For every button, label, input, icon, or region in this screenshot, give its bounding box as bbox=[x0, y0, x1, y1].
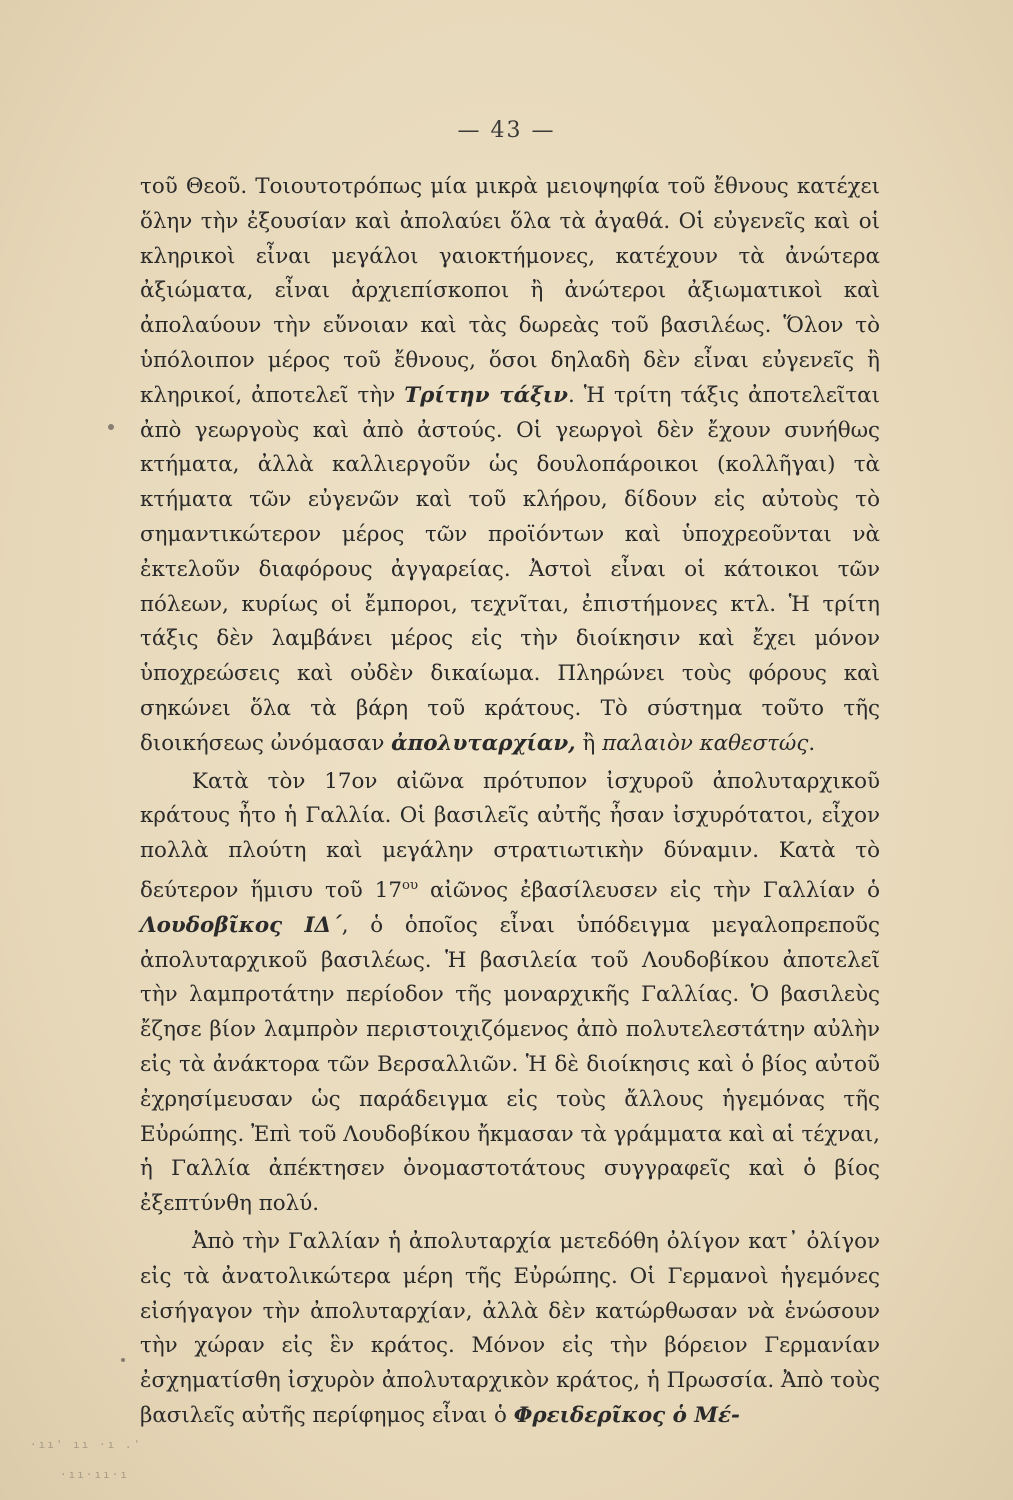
text-run: ἀπολυταρχίαν, bbox=[391, 730, 576, 756]
text-run: Λουδοβῖκος ΙΔ΄ bbox=[140, 912, 342, 938]
text-run: Κατὰ τὸν 17ον αἰῶνα πρότυπον ἰσχυροῦ ἀπολυταρχικοῦ κράτους ἦτο ἡ Γαλλία. Οἱ βασιλεῖς αὐτῆς ἦσαν ἰσχυρότατοι, εἶχον πολλὰ πλούτη καὶ μεγάλην στρατιωτικὴν δύναμιν. Κατὰ τὸ δεύτερον ἥμισυ τοῦ 17 bbox=[140, 768, 880, 904]
text-run: Ἀπὸ τὴν Γαλλίαν ἡ ἀπολυταρχία μετεδόθη ὀλίγον κατ᾿ ὀλίγον εἰς τὰ ἀνατολικώτερα μέρη τῆς Εὐρώπης. Οἱ Γερμανοὶ ἡγεμόνες εἰσήγαγον τὴν ἀπολυταρχίαν, ἀλλὰ δὲν κατώρθωσαν νὰ ἑνώσουν τὴν χώραν εἰς ἓν κράτος. Μόνον εἰς τὴν βόρειον Γερμανίαν ἐσχηματίσθη ἰσχυρὸν ἀπολυταρχικὸν κράτος, ἡ Πρωσσία. Ἀπὸ τοὺς βασιλεῖς αὐτῆς περίφημος εἶναι ὁ bbox=[140, 1229, 880, 1429]
ink-speck bbox=[108, 424, 114, 430]
text-run: . bbox=[808, 730, 816, 756]
edge-mark-1: ·ıı' ıı ·ı .' bbox=[30, 1438, 143, 1451]
body-text bbox=[140, 170, 880, 1434]
paragraph-2 bbox=[140, 765, 880, 1222]
text-run: Φρειδερῖκος ὁ Μέ- bbox=[513, 1403, 740, 1429]
paragraph-1 bbox=[140, 170, 880, 762]
text-run: αἰῶνος ἐβασίλευσεν εἰς τὴν Γαλλίαν ὁ bbox=[418, 878, 880, 904]
text-run: ου bbox=[401, 877, 419, 893]
text-run: , ὁ ὁποῖος εἶναι ὑπόδειγμα μεγαλοπρεποῦς ἀπολυταρχικοῦ βασιλέως. Ἡ βασιλεία τοῦ Λουδοβίκου ἀποτελεῖ τὴν λαμπροτάτην περίοδον τῆς μοναρχικῆς Γαλλίας. Ὁ βασιλεὺς ἔζησε βίον λαμπρὸν περιστοιχιζόμενος ἀπὸ πολυτελεστάτην αὐλὴν εἰς τὰ ἀνάκτορα τῶν Βερσαλλιῶν. Ἡ δὲ διοίκησις καὶ ὁ βίος αὐτοῦ ἐχρησίμευσαν ὡς παράδειγμα εἰς τοὺς ἄλλους ἡγεμόνας τῆς Εὐρώπης. Ἐπὶ τοῦ Λουδοβίκου ἤκμασαν τὰ γράμματα καὶ αἱ τέχναι, ἡ Γαλλία ἀπέκτησεν ὀνομαστοτάτους συγγραφεῖς καὶ ὁ βίος ἐξεπτύνθη πολύ. bbox=[140, 912, 880, 1217]
text-run: παλαιὸν καθεστώς bbox=[602, 730, 809, 756]
text-run: Τρίτην τάξιν bbox=[404, 382, 568, 408]
paragraph-3 bbox=[140, 1225, 880, 1434]
edge-mark-2: ·ıı·ıı·ı bbox=[60, 1468, 129, 1481]
page-number: — 43 — bbox=[457, 118, 556, 143]
text-run: ἢ bbox=[575, 730, 603, 756]
text-run: . Ἡ τρίτη τάξις ἀποτελεῖται ἀπὸ γεωργοὺς καὶ ἀπὸ ἀστούς. Οἱ γεωργοὶ δὲν ἔχουν συνήθως κτήματα, ἀλλὰ καλλιεργοῦν ὡς δουλοπάροικοι (κολλῆγαι) τὰ κτήματα τῶν εὐγενῶν καὶ τοῦ κλήρου, δίδουν εἰς αὐτοὺς τὸ σημαντικώτερον μέρος τῶν προϊόντων καὶ ὑποχρεοῦνται νὰ ἐκτελοῦν διαφόρους ἀγγαρείας. Ἀστοὶ εἶναι οἱ κάτοικοι τῶν πόλεων, κυρίως οἱ ἔμποροι, τεχνῖται, ἐπιστήμονες κτλ. Ἡ τρίτη τάξις δὲν λαμβάνει μέρος εἰς τὴν διοίκησιν καὶ ἔχει μόνον ὑποχρεώσεις καὶ οὐδὲν δικαίωμα. Πληρώνει τοὺς φόρους καὶ σηκώνει ὅλα τὰ βάρη τοῦ κράτους. Τὸ σύστημα τοῦτο τῆς διοικήσεως ὠνόμασαν bbox=[140, 382, 880, 756]
text-run: τοῦ Θεοῦ. Τοιουτοτρόπως μία μικρὰ μειοψηφία τοῦ ἔθνους κατέχει ὅλην τὴν ἐξουσίαν καὶ ἀπολαύει ὅλα τὰ ἀγαθά. Οἱ εὐγενεῖς καὶ οἱ κληρικοὶ εἶναι μεγάλοι γαιοκτήμονες, κατέχουν τὰ ἀνώτερα ἀξιώματα, εἶναι ἀρχιεπίσκοποι ἢ ἀνώτεροι ἀξιωματικοὶ καὶ ἀπολαύουν τὴν εὔνοιαν καὶ τὰς δωρεὰς τοῦ βασιλέως. Ὅλον τὸ ὑπόλοιπον μέρος τοῦ ἔθνους, ὅσοι δηλαδὴ δὲν εἶναι εὐγενεῖς ἢ κληρικοί, ἀποτελεῖ τὴν bbox=[140, 174, 880, 408]
ink-speck bbox=[121, 1358, 125, 1362]
